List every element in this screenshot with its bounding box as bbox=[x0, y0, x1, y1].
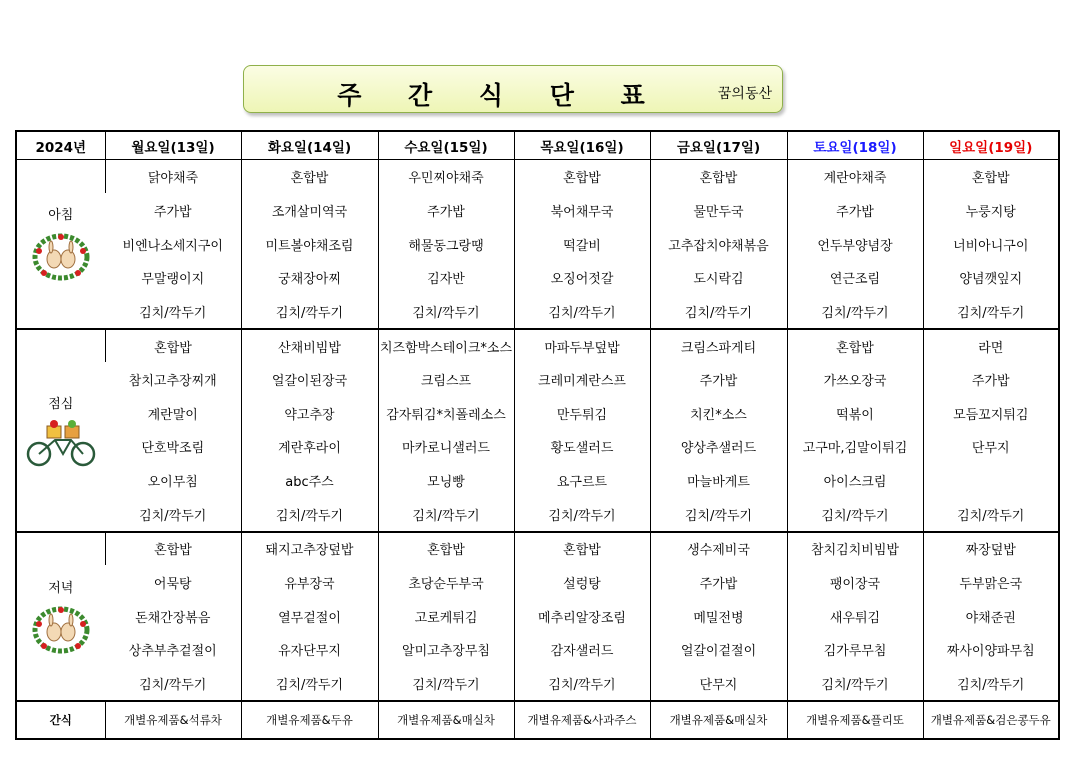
breakfast-item-sat: 언두부양념장 bbox=[787, 227, 923, 261]
breakfast-item-mon: 비엔나소세지구이 bbox=[122, 238, 223, 254]
breakfast-label: 아침 bbox=[48, 208, 74, 224]
breakfast-item-fri: 김치/깍두기 bbox=[650, 295, 787, 329]
lunch-row bbox=[16, 498, 1059, 532]
breakfast-item-sat: 주가밥 bbox=[787, 193, 923, 227]
lunch-item-fri: 김치/깍두기 bbox=[650, 498, 787, 532]
breakfast-item-thu: 떡갈비 bbox=[514, 227, 650, 261]
dinner-item-tue: 열무겉절이 bbox=[241, 599, 378, 633]
lunch-item-thu: 마파두부덮밥 bbox=[514, 329, 650, 363]
snack-item-sun: 개별유제품&검은콩두유 bbox=[923, 701, 1059, 739]
breakfast-row bbox=[16, 227, 1059, 261]
bicycle-icon bbox=[25, 418, 97, 468]
dinner-item-wed: 초당순두부국 bbox=[378, 565, 514, 599]
snack-item-mon: 개별유제품&석류차 bbox=[105, 701, 241, 739]
breakfast-item-sun: 양념깻잎지 bbox=[923, 261, 1059, 295]
day-header-wed: 수요일(15일) bbox=[378, 131, 514, 160]
breakfast-item-wed: 해물동그랑땡 bbox=[378, 227, 514, 261]
dinner-item-sat: 김치/깍두기 bbox=[787, 667, 923, 701]
breakfast-item-sun: 누룽지탕 bbox=[923, 193, 1059, 227]
dinner-row bbox=[16, 565, 1059, 599]
lunch-item-sun: 주가밥 bbox=[923, 362, 1059, 396]
dinner-item-sun: 야채준권 bbox=[923, 599, 1059, 633]
breakfast-item-wed: 김치/깍두기 bbox=[378, 295, 514, 329]
title-banner bbox=[243, 65, 783, 113]
dinner-item-mon: 어묵탕 bbox=[153, 576, 192, 592]
day-header-sun: 일요일(19일) bbox=[923, 131, 1059, 160]
dinner-item-sun: 김치/깍두기 bbox=[923, 667, 1059, 701]
dinner-item-thu: 메추리알장조림 bbox=[514, 599, 650, 633]
lunch-label: 점심 bbox=[48, 396, 74, 412]
breakfast-item-tue: 김치/깍두기 bbox=[241, 295, 378, 329]
dinner-item-sat: 팽이장국 bbox=[787, 565, 923, 599]
lunch-item-fri: 양상추샐러드 bbox=[650, 430, 787, 464]
lunch-item-sun: 라면 bbox=[923, 329, 1059, 363]
breakfast-item-mon: 무말랭이지 bbox=[141, 272, 205, 288]
lunch-item-mon: 참치고추장찌개 bbox=[128, 373, 217, 389]
breakfast-row bbox=[16, 261, 1059, 295]
dinner-item-sat: 김가루무침 bbox=[787, 633, 923, 667]
breakfast-item-wed: 우민찌야채죽 bbox=[378, 160, 514, 194]
breakfast-item-thu: 오징어젓갈 bbox=[514, 261, 650, 295]
breakfast-item-mon: 주가밥 bbox=[153, 204, 192, 220]
lunch-item-sun: 단무지 bbox=[923, 430, 1059, 464]
lunch-row bbox=[16, 329, 1059, 363]
dinner-item-thu: 김치/깍두기 bbox=[514, 667, 650, 701]
breakfast-item-sun: 너비아니구이 bbox=[923, 227, 1059, 261]
lunch-item-thu: 김치/깍두기 bbox=[514, 498, 650, 532]
snack-item-fri: 개별유제품&매실차 bbox=[650, 701, 787, 739]
dinner-row bbox=[16, 599, 1059, 633]
dinner-item-wed: 알미고추장무침 bbox=[378, 633, 514, 667]
lunch-row bbox=[16, 464, 1059, 498]
lunch-item-sat: 김치/깍두기 bbox=[787, 498, 923, 532]
lunch-item-mon: 계란말이 bbox=[147, 407, 198, 423]
lunch-item-tue: 얼갈이된장국 bbox=[241, 362, 378, 396]
lunch-item-tue: 김치/깍두기 bbox=[241, 498, 378, 532]
page-subtitle: 꿈의동산 bbox=[717, 86, 772, 102]
dinner-item-fri: 얼갈이겉절이 bbox=[650, 633, 787, 667]
page-title: 주 간 식 단 표 bbox=[337, 81, 649, 110]
bunny-wreath-icon bbox=[30, 602, 92, 656]
dinner-item-fri: 메밀전병 bbox=[650, 599, 787, 633]
breakfast-item-fri: 고추잡치야채볶음 bbox=[650, 227, 787, 261]
lunch-item-tue: 약고추장 bbox=[241, 396, 378, 430]
snack-item-tue: 개별유제품&두유 bbox=[241, 701, 378, 739]
year-header: 2024년 bbox=[16, 131, 105, 160]
breakfast-item-tue: 궁채장아찌 bbox=[241, 261, 378, 295]
lunch-section bbox=[16, 329, 1059, 532]
breakfast-item-fri: 도시락김 bbox=[650, 261, 787, 295]
dinner-row bbox=[16, 633, 1059, 667]
dinner-item-tue: 돼지고추장덮밥 bbox=[241, 532, 378, 566]
lunch-row bbox=[16, 396, 1059, 430]
lunch-item-thu: 요구르트 bbox=[514, 464, 650, 498]
day-header-mon: 월요일(13일) bbox=[105, 131, 241, 160]
dinner-item-wed: 혼합밥 bbox=[378, 532, 514, 566]
lunch-item-tue: 계란후라이 bbox=[241, 430, 378, 464]
breakfast-item-wed: 주가밥 bbox=[378, 193, 514, 227]
lunch-item-tue: abc주스 bbox=[241, 464, 378, 498]
lunch-item-sun: 모듬꼬지튀김 bbox=[923, 396, 1059, 430]
dinner-section bbox=[16, 532, 1059, 701]
snack-row bbox=[16, 701, 1059, 739]
breakfast-row bbox=[16, 295, 1059, 329]
lunch-item-wed: 김치/깍두기 bbox=[378, 498, 514, 532]
breakfast-item-wed: 김자반 bbox=[378, 261, 514, 295]
day-header-sat: 토요일(18일) bbox=[787, 131, 923, 160]
day-header-fri: 금요일(17일) bbox=[650, 131, 787, 160]
breakfast-item-thu: 북어채무국 bbox=[514, 193, 650, 227]
lunch-item-fri: 마늘바게트 bbox=[650, 464, 787, 498]
bunny-wreath-icon bbox=[30, 229, 92, 283]
dinner-item-sun: 짜장덮밥 bbox=[923, 532, 1059, 566]
lunch-item-fri: 주가밥 bbox=[650, 362, 787, 396]
breakfast-item-mon: 닭야채죽 bbox=[105, 160, 241, 194]
lunch-item-wed: 치즈함박스테이크*소스 bbox=[378, 329, 514, 363]
dinner-item-thu: 감자샐러드 bbox=[514, 633, 650, 667]
lunch-row bbox=[16, 430, 1059, 464]
dinner-item-sat: 새우튀김 bbox=[787, 599, 923, 633]
day-header-thu: 목요일(16일) bbox=[514, 131, 650, 160]
breakfast-item-tue: 혼합밥 bbox=[241, 160, 378, 194]
dinner-row bbox=[16, 667, 1059, 701]
breakfast-section bbox=[16, 160, 1059, 329]
lunch-label-cell bbox=[16, 329, 105, 532]
breakfast-item-sat: 계란야채죽 bbox=[787, 160, 923, 194]
dinner-item-tue: 김치/깍두기 bbox=[241, 667, 378, 701]
dinner-label-cell bbox=[16, 532, 105, 701]
dinner-item-wed: 김치/깍두기 bbox=[378, 667, 514, 701]
lunch-item-mon: 단호박조림 bbox=[141, 441, 205, 457]
dinner-row bbox=[16, 532, 1059, 566]
day-header-tue: 화요일(14일) bbox=[241, 131, 378, 160]
breakfast-item-sun: 혼합밥 bbox=[923, 160, 1059, 194]
breakfast-item-fri: 물만두국 bbox=[650, 193, 787, 227]
weekly-menu-table bbox=[15, 130, 1060, 740]
dinner-item-sun: 짜사이양파무침 bbox=[923, 633, 1059, 667]
dinner-label: 저녁 bbox=[48, 580, 74, 596]
lunch-item-sat: 아이스크림 bbox=[787, 464, 923, 498]
lunch-item-fri: 크림스파게티 bbox=[650, 329, 787, 363]
dinner-item-sun: 두부맑은국 bbox=[923, 565, 1059, 599]
dinner-item-wed: 고로케튀김 bbox=[378, 599, 514, 633]
breakfast-item-sat: 김치/깍두기 bbox=[787, 295, 923, 329]
lunch-item-mon: 김치/깍두기 bbox=[105, 498, 241, 532]
lunch-item-mon: 오이무침 bbox=[147, 475, 198, 491]
lunch-item-thu: 크레미계란스프 bbox=[514, 362, 650, 396]
header-row bbox=[16, 131, 1059, 160]
lunch-item-wed: 크림스프 bbox=[378, 362, 514, 396]
snack-item-sat: 개별유제품&플리또 bbox=[787, 701, 923, 739]
breakfast-item-thu: 김치/깍두기 bbox=[514, 295, 650, 329]
lunch-item-sat: 떡볶이 bbox=[787, 396, 923, 430]
breakfast-row bbox=[16, 193, 1059, 227]
snack-label: 간식 bbox=[49, 712, 72, 727]
breakfast-row bbox=[16, 160, 1059, 194]
dinner-item-fri: 단무지 bbox=[650, 667, 787, 701]
snack-item-thu: 개별유제품&사과주스 bbox=[514, 701, 650, 739]
breakfast-item-thu: 혼합밥 bbox=[514, 160, 650, 194]
lunch-item-wed: 감자튀김*치폴레소스 bbox=[378, 396, 514, 430]
lunch-item-fri: 치킨*소스 bbox=[650, 396, 787, 430]
dinner-item-tue: 유부장국 bbox=[241, 565, 378, 599]
lunch-item-sun bbox=[923, 464, 1059, 498]
breakfast-item-tue: 조개살미역국 bbox=[241, 193, 378, 227]
breakfast-item-mon: 김치/깍두기 bbox=[105, 295, 241, 329]
snack-item-wed: 개별유제품&매실차 bbox=[378, 701, 514, 739]
lunch-item-sun: 김치/깍두기 bbox=[923, 498, 1059, 532]
breakfast-item-sun: 김치/깍두기 bbox=[923, 295, 1059, 329]
dinner-item-fri: 주가밥 bbox=[650, 565, 787, 599]
dinner-item-mon: 혼합밥 bbox=[105, 532, 241, 566]
dinner-item-sat: 참치김치비빔밥 bbox=[787, 532, 923, 566]
lunch-item-wed: 모닝빵 bbox=[378, 464, 514, 498]
dinner-item-thu: 혼합밥 bbox=[514, 532, 650, 566]
dinner-item-fri: 생수제비국 bbox=[650, 532, 787, 566]
lunch-row bbox=[16, 362, 1059, 396]
lunch-item-mon: 혼합밥 bbox=[105, 329, 241, 363]
breakfast-label-cell bbox=[16, 160, 105, 329]
dinner-item-tue: 유자단무지 bbox=[241, 633, 378, 667]
breakfast-item-sat: 연근조림 bbox=[787, 261, 923, 295]
dinner-item-mon: 김치/깍두기 bbox=[105, 667, 241, 701]
lunch-item-sat: 혼합밥 bbox=[787, 329, 923, 363]
lunch-item-sat: 고구마,김말이튀김 bbox=[787, 430, 923, 464]
breakfast-item-tue: 미트볼야채조림 bbox=[241, 227, 378, 261]
dinner-item-thu: 설렁탕 bbox=[514, 565, 650, 599]
lunch-item-thu: 만두튀김 bbox=[514, 396, 650, 430]
lunch-item-thu: 황도샐러드 bbox=[514, 430, 650, 464]
lunch-item-sat: 가쓰오장국 bbox=[787, 362, 923, 396]
snack-section bbox=[16, 701, 1059, 739]
dinner-item-mon: 상추부추겉절이 bbox=[128, 644, 217, 660]
lunch-item-wed: 마카로니샐러드 bbox=[378, 430, 514, 464]
dinner-item-mon: 돈채간장볶음 bbox=[135, 610, 211, 626]
breakfast-item-fri: 혼합밥 bbox=[650, 160, 787, 194]
lunch-item-tue: 산채비빔밥 bbox=[241, 329, 378, 363]
